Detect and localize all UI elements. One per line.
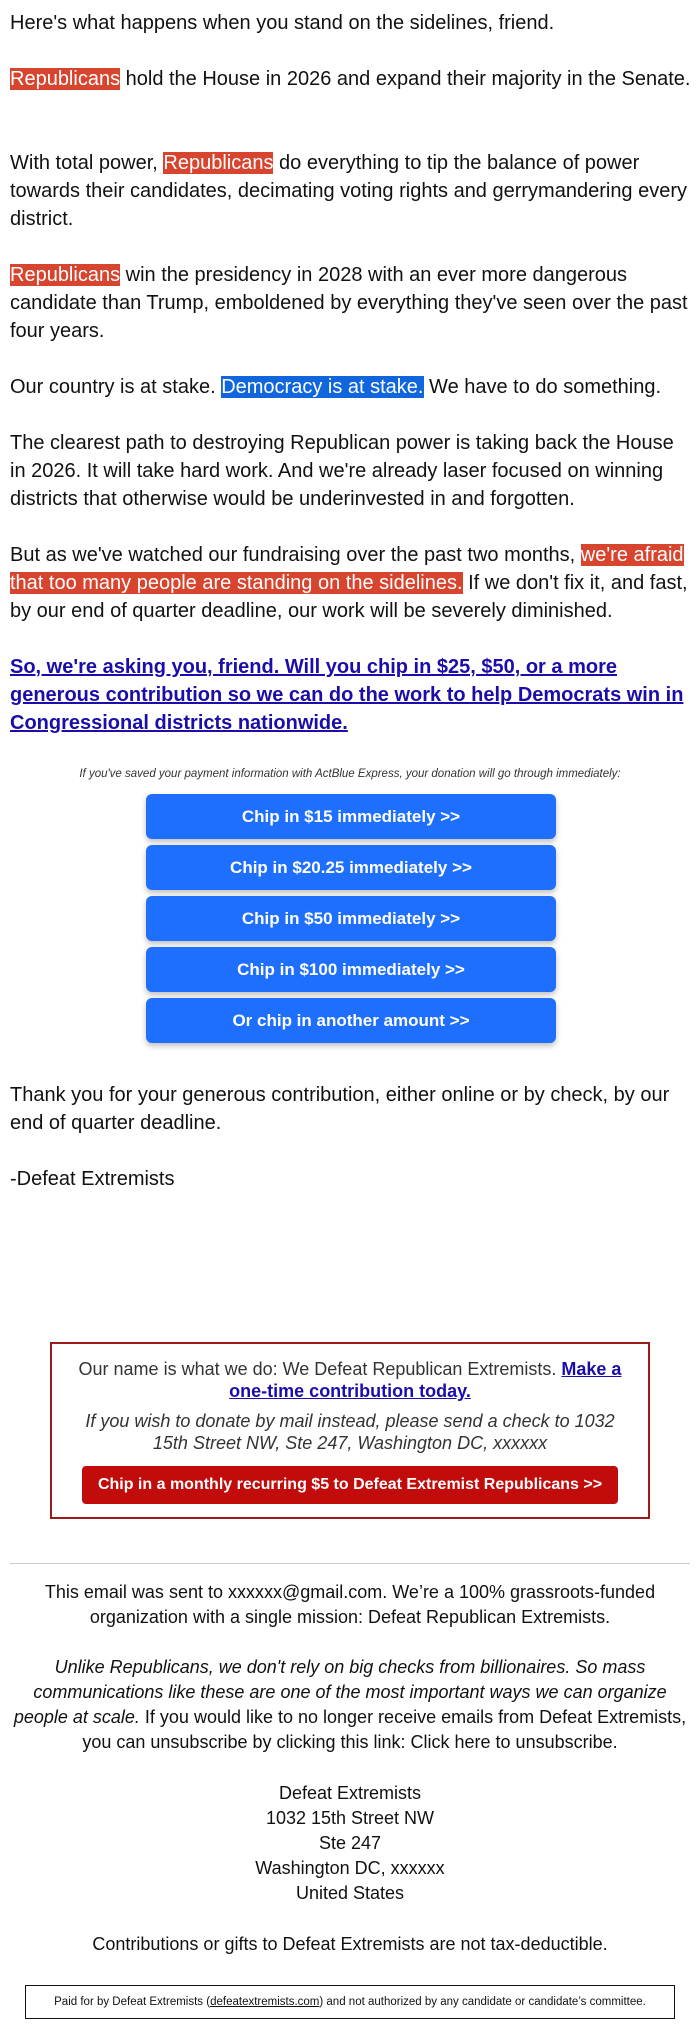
footer-tax-note: Contributions or gifts to Defeat Extremists are not tax-deductible. bbox=[92, 1934, 608, 1954]
address-line: Washington DC, xxxxxx bbox=[255, 1858, 445, 1878]
footer-sent-to: This email was sent to xxxxxx@gmail.com. We’re a 100% grassroots-funded organization with a single mission: Defeat Republican Extremists. bbox=[44, 1582, 656, 1627]
highlight-republicans: Republicans bbox=[163, 152, 274, 174]
signature: -Defeat Extremists bbox=[10, 1168, 175, 1190]
one-time-contribution-link[interactable]: Make a one-time contribution today. bbox=[229, 1359, 622, 1401]
paragraph-text: do everything to tip the balance of power towards their candidates, decimating voting rights and gerrymandering every district. bbox=[10, 152, 688, 230]
paid-for-text: ) and not authorized by any candidate or candidate’s committee. bbox=[319, 1996, 646, 2008]
ask-paragraph bbox=[10, 653, 694, 737]
highlight-democracy: Democracy is at stake. bbox=[221, 376, 424, 398]
footer-divider bbox=[10, 1563, 690, 1564]
paragraph-text: If we don't fix it, and fast, by our end of quarter deadline, our work will be severely diminished. bbox=[10, 572, 688, 622]
website-link[interactable]: defeatextremists.com bbox=[210, 1996, 320, 2008]
box-text: Our name is what we do: We Defeat Republican Extremists. bbox=[78, 1359, 562, 1379]
address-line: United States bbox=[295, 1883, 405, 1903]
footer-address bbox=[10, 1781, 690, 1906]
paragraph-text: But as we've watched our fundraising over the past two months, bbox=[10, 544, 581, 566]
paragraph-clearest-path: The clearest path to destroying Republican power is taking back the House in 2026. It will take hard work. And we're already laser focused on winning districts that otherwise would be underinvested in and forgotten. bbox=[10, 432, 674, 510]
address-line: Ste 247 bbox=[318, 1833, 382, 1853]
footer-unsubscribe-text[interactable]: If you would like to no longer receive emails from Defeat Extremists, you can unsubscribe by clicking this link: Click here to unsubscribe. bbox=[82, 1707, 687, 1752]
paragraph-presidency bbox=[10, 261, 694, 345]
mail-donation-text: If you wish to donate by mail instead, please send a check to 1032 15th Street NW, Ste 247, Washington DC, xxxxxx bbox=[85, 1411, 615, 1453]
paragraph-text: We have to do something. bbox=[423, 376, 662, 398]
paragraph-house bbox=[10, 65, 694, 93]
intro-line: Here's what happens when you stand on the sidelines, friend. bbox=[10, 12, 555, 34]
highlight-republicans: Republicans bbox=[10, 68, 121, 90]
paragraph-total-power bbox=[10, 149, 694, 233]
donation-buttons bbox=[146, 794, 556, 1049]
monthly-recurring-button[interactable]: Chip in a monthly recurring $5 to Defeat Extremist Republicans >> bbox=[82, 1466, 618, 1504]
chip-50-button[interactable]: Chip in $50 immediately >> bbox=[146, 896, 556, 941]
paragraph-text: Our country is at stake. bbox=[10, 376, 222, 398]
footer-italic-text: Unlike Republicans, we don't rely on big checks from billionaires. So mass communications like these are one of the most important ways we can organize people at scale. bbox=[13, 1657, 667, 1727]
highlight-sidelines: we're afraid that too many people are standing on the sidelines. bbox=[10, 544, 684, 594]
paragraph-text: win the presidency in 2028 with an ever more dangerous candidate than Trump, emboldened by everything they've seen over the past four years. bbox=[10, 264, 688, 342]
highlight-republicans: Republicans bbox=[10, 264, 121, 286]
paid-for-disclaimer bbox=[25, 1985, 675, 2019]
address-line: 1032 15th Street NW bbox=[265, 1808, 435, 1828]
box-mission-text bbox=[72, 1358, 628, 1402]
ask-donation-link[interactable]: So, we're asking you, friend. Will you chip in $25, $50, or a more generous contribution so we can do the work to help Democrats win in Congressional districts nationwide. bbox=[10, 656, 684, 734]
paragraph-text: With total power, bbox=[10, 152, 164, 174]
footer-unsubscribe-paragraph bbox=[10, 1655, 690, 1755]
contribution-box bbox=[50, 1342, 650, 1519]
paragraph-text: hold the House in 2026 and expand their majority in the Senate. bbox=[120, 68, 691, 90]
chip-other-amount-button[interactable]: Or chip in another amount >> bbox=[146, 998, 556, 1043]
chip-100-button[interactable]: Chip in $100 immediately >> bbox=[146, 947, 556, 992]
chip-15-button[interactable]: Chip in $15 immediately >> bbox=[146, 794, 556, 839]
paragraph-fundraising bbox=[10, 541, 694, 625]
address-line: Defeat Extremists bbox=[278, 1783, 422, 1803]
actblue-express-note: If you've saved your payment information with ActBlue Express, your donation will go through immediately: bbox=[79, 768, 621, 780]
paid-for-text: Paid for by Defeat Extremists ( bbox=[54, 1996, 211, 2008]
thanks-paragraph: Thank you for your generous contribution, either online or by check, by our end of quarter deadline. bbox=[10, 1084, 670, 1134]
paragraph-at-stake bbox=[10, 373, 694, 401]
chip-20-25-button[interactable]: Chip in $20.25 immediately >> bbox=[146, 845, 556, 890]
